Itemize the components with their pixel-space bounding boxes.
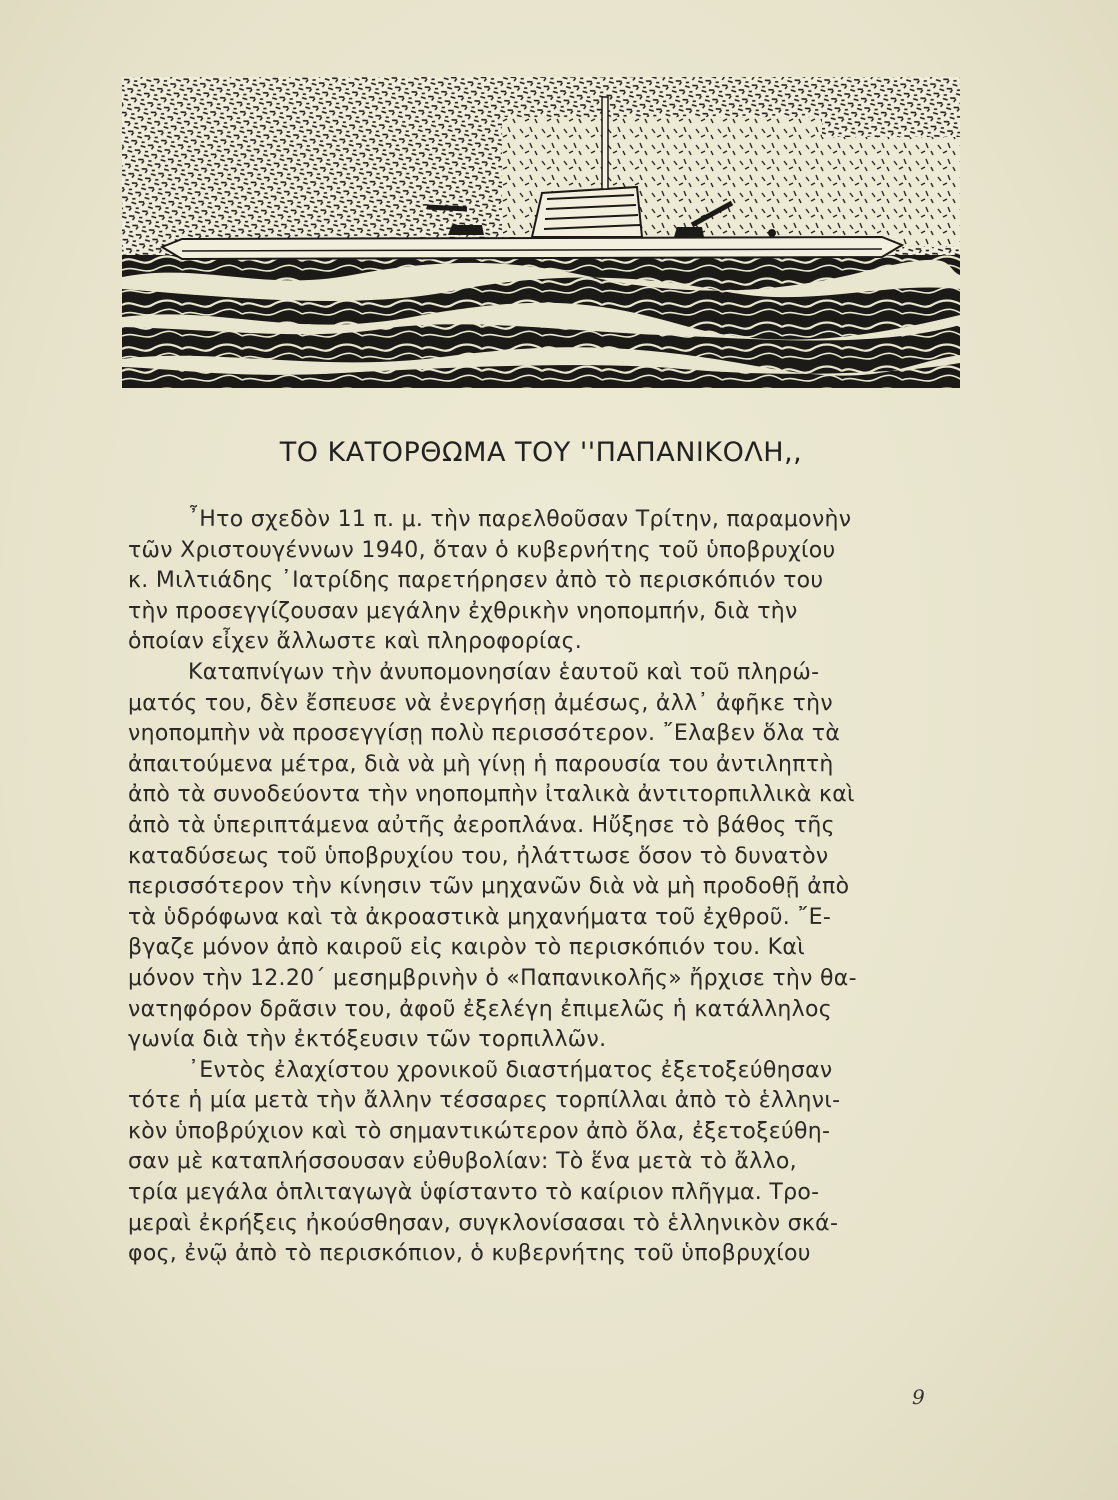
text-line: Καταπνίγων τὴν ἀνυπομονησίαν ἑαυτοῦ καὶ τοῦ πληρώ- [188, 659, 820, 685]
text-line: τὴν προσεγγίζουσαν μεγάλην ἐχθρικὴν νηοπομπήν, διὰ τὴν [128, 598, 798, 624]
text-line: τῶν Χριστουγέννων 1940, ὅταν ὁ κυβερνήτης τοῦ ὑποβρυχίου [128, 537, 836, 563]
chapter-title: ΤΟ ΚΑΤΟΡΘΩΜΑ ΤΟΥ ''ΠΑΠΑΝΙΚΟΛΗ,, [279, 437, 803, 468]
text-line: κ. Μιλτιάδης ᾿Ιατρίδης παρετήρησεν ἀπὸ τὸ περισκόπιόν του [128, 568, 824, 594]
text-line: ἀπαιτούμενα μέτρα, διὰ νὰ μὴ γίνῃ ἡ παρουσία του ἀντιληπτὴ [128, 751, 834, 777]
text-line: περισσότερον τὴν κίνησιν τῶν μηχανῶν διὰ νὰ μὴ προδοθῇ ἀπὸ [128, 874, 850, 900]
text-line: τρία μεγάλα ὁπλιταγωγὰ ὑφίσταντο τὸ καίριον πλῆγμα. Τρο- [128, 1180, 820, 1206]
text-line: κὸν ὑποβρύχιον καὶ τὸ σημαντικώτερον ἀπὸ ὅλα, ἐξετοξεύθη- [128, 1118, 831, 1144]
text-line: νηοπομπὴν νὰ προσεγγίσῃ πολὺ περισσότερον. ῎Ελαβεν ὅλα τὰ [128, 721, 841, 747]
submarine-woodcut-icon [122, 77, 960, 388]
text-line: φος, ἐνῷ ἀπὸ τὸ περισκόπιον, ὁ κυβερνήτης τοῦ ὑποβρυχίου [128, 1241, 811, 1267]
text-line: μεραὶ ἐκρήξεις ἠκούσθησαν, συγκλονίσασαι τὸ ἑλληνικὸν σκά- [128, 1210, 839, 1236]
text-line: ᾿Εντὸς ἐλαχίστου χρονικοῦ διαστήματος ἐξετοξεύθησαν [188, 1057, 833, 1083]
text-line: βγαζε μόνον ἀπὸ καιροῦ εἰς καιρὸν τὸ περισκόπιόν του. Καὶ [128, 935, 805, 961]
text-line: σαν μὲ καταπλήσσουσαν εὐθυβολίαν: Τὸ ἕνα μετὰ τὸ ἄλλο, [128, 1149, 797, 1175]
submarine-illustration [122, 77, 960, 388]
text-line: νατηφόρον δρᾶσιν του, ἀφοῦ ἐξελέγη ἐπιμελῶς ἡ κατάλληλος [128, 996, 832, 1022]
body-text [128, 505, 958, 1270]
text-line: ἀπὸ τὰ συνοδεύοντα τὴν νηοπομπὴν ἰταλικὰ ἀντιτορπιλλικὰ καὶ [128, 782, 855, 808]
text-line: ὁποίαν εἶχεν ἄλλωστε καὶ πληροφορίας. [128, 629, 583, 655]
text-line: ῏Ητο σχεδὸν 11 π. μ. τὴν παρελθοῦσαν Τρίτην, παραμονὴν [188, 507, 852, 532]
text-line: καταδύσεως τοῦ ὑποβρυχίου του, ἠλάττωσε ὅσον τὸ δυνατὸν [128, 843, 829, 869]
text-line: μόνον τὴν 12.20΄ μεσημβρινὴν ὁ «Παπανικολῆς» ἤρχισε τὴν θα- [128, 965, 857, 991]
text-line: γωνία διὰ τὴν ἐκτόξευσιν τῶν τορπιλλῶν. [128, 1027, 607, 1053]
text-line: ματός του, δὲν ἔσπευσε νὰ ἐνεργήσῃ ἀμέσως, ἀλλ᾿ ἀφῆκε τὴν [128, 690, 833, 716]
page-number: 9 [912, 1385, 925, 1409]
text-line: τὰ ὑδρόφωνα καὶ τὰ ἀκροαστικὰ μηχανήματα τοῦ ἐχθροῦ. ῎Ε- [128, 904, 832, 930]
text-line: τότε ἡ μία μετὰ τὴν ἄλλην τέσσαρες τορπίλλαι ἀπὸ τὸ ἑλληνι- [128, 1088, 841, 1114]
text-line: ἀπὸ τὰ ὑπεριπτάμενα αὐτῆς ἀεροπλάνα. Ηὔξησε τὸ βάθος τῆς [128, 812, 835, 838]
